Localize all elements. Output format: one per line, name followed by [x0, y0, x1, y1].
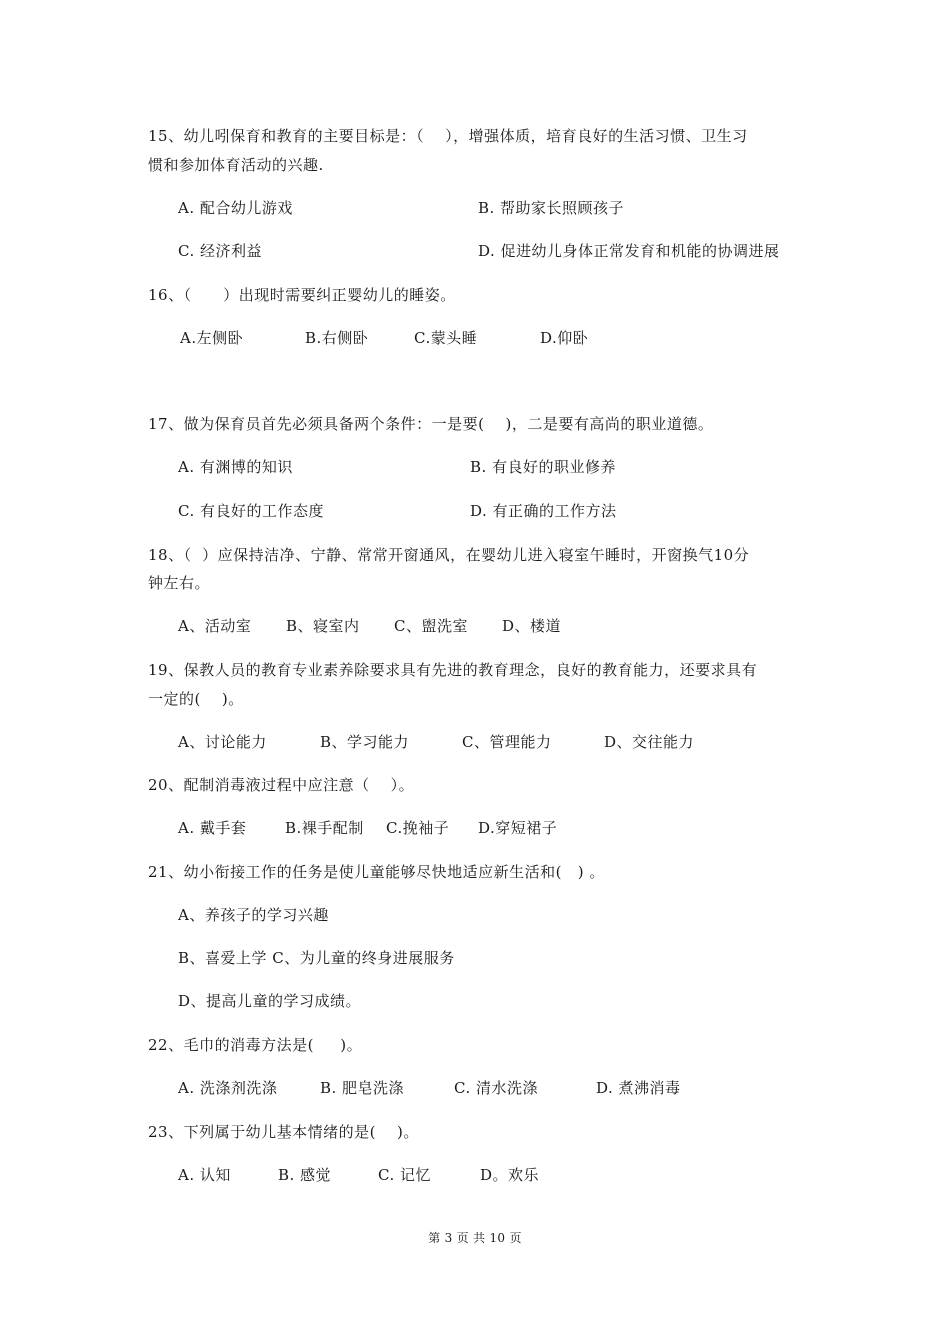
question-16-option-c: C.蒙头睡 [414, 329, 478, 347]
question-21-option-d: D、提高儿童的学习成绩。 [178, 992, 362, 1010]
question-15-option-d: D. 促进幼儿身体正常发育和机能的协调进展 [478, 242, 780, 260]
question-16-option-d: D.仰卧 [540, 329, 589, 347]
question-20-option-b: B.裸手配制 [285, 819, 364, 837]
question-22-stem-line-1: 22、毛巾的消毒方法是( )。 [148, 1036, 363, 1054]
question-20-option-c: C.挽袖子 [386, 819, 450, 837]
question-23-option-d: D。欢乐 [480, 1166, 540, 1184]
question-18-option-d: D、楼道 [502, 617, 562, 635]
question-17-stem-line-1: 17、做为保育员首先必须具备两个条件：一是要( )，二是要有高尚的职业道德。 [148, 415, 714, 433]
question-15-option-a: A. 配合幼儿游戏 [178, 199, 293, 217]
question-15-option-c: C. 经济利益 [178, 242, 262, 260]
question-21-option-bc: B、喜爱上学 C、为儿童的终身进展服务 [178, 949, 455, 967]
question-23-option-c: C. 记忆 [378, 1166, 431, 1184]
question-20-option-d: D.穿短裙子 [478, 819, 558, 837]
question-22-option-c: C. 清水洗涤 [454, 1079, 538, 1097]
question-18-stem-line-2: 钟左右。 [148, 574, 211, 592]
question-20-stem-line-1: 20、配制消毒液过程中应注意（ ）。 [148, 776, 415, 794]
question-17-option-d: D. 有正确的工作方法 [470, 502, 617, 520]
question-17-option-c: C. 有良好的工作态度 [178, 502, 324, 520]
question-15-option-b: B. 帮助家长照顾孩子 [478, 199, 625, 217]
question-18-stem-line-1: 18、（ ）应保持洁净、宁静、常常开窗通风，在婴幼儿进入寝室午睡时，开窗换气10分 [148, 546, 750, 564]
question-19-stem-line-2: 一定的( )。 [148, 690, 244, 708]
question-18-option-a: A、活动室 [178, 617, 252, 635]
question-19-stem-line-1: 19、保教人员的教育专业素养除要求具有先进的教育理念，良好的教育能力，还要求具有 [148, 661, 758, 679]
question-19-option-a: A、讨论能力 [178, 733, 267, 751]
question-16-stem-line-1: 16、（ ）出现时需要纠正婴幼儿的睡姿。 [148, 286, 456, 304]
question-16-option-a: A.左侧卧 [180, 329, 244, 347]
question-17-option-b: B. 有良好的职业修养 [470, 458, 617, 476]
question-23-option-b: B. 感觉 [278, 1166, 332, 1184]
question-22-option-a: A. 洗涤剂洗涤 [178, 1079, 278, 1097]
page-number-footer: 第 3 页 共 10 页 [428, 1231, 522, 1245]
question-19-option-d: D、交往能力 [604, 733, 695, 751]
question-15-stem-line-1: 15、幼儿吲保育和教育的主要目标是：（ ），增强体质，培育良好的生活习惯、卫生习 [148, 127, 748, 145]
question-19-option-b: B、学习能力 [320, 733, 410, 751]
question-16-option-b: B.右侧卧 [305, 329, 369, 347]
question-18-option-b: B、寝室内 [286, 617, 360, 635]
question-20-option-a: A. 戴手套 [178, 819, 247, 837]
question-23-option-a: A. 认知 [178, 1166, 231, 1184]
question-21-option-a: A、养孩子的学习兴趣 [178, 906, 329, 924]
question-15-stem-line-2: 惯和参加体育活动的兴趣. [148, 156, 324, 174]
question-21-stem-line-1: 21、幼小衔接工作的任务是使儿童能够尽快地适应新生活和( ) 。 [148, 863, 605, 881]
question-22-option-b: B. 肥皂洗涤 [320, 1079, 405, 1097]
question-22-option-d: D. 煮沸消毒 [596, 1079, 681, 1097]
question-18-option-c: C、盥洗室 [394, 617, 468, 635]
question-17-option-a: A. 有渊博的知识 [178, 458, 293, 476]
question-23-stem-line-1: 23、下列属于幼儿基本情绪的是( )。 [148, 1123, 419, 1141]
question-19-option-c: C、管理能力 [462, 733, 552, 751]
